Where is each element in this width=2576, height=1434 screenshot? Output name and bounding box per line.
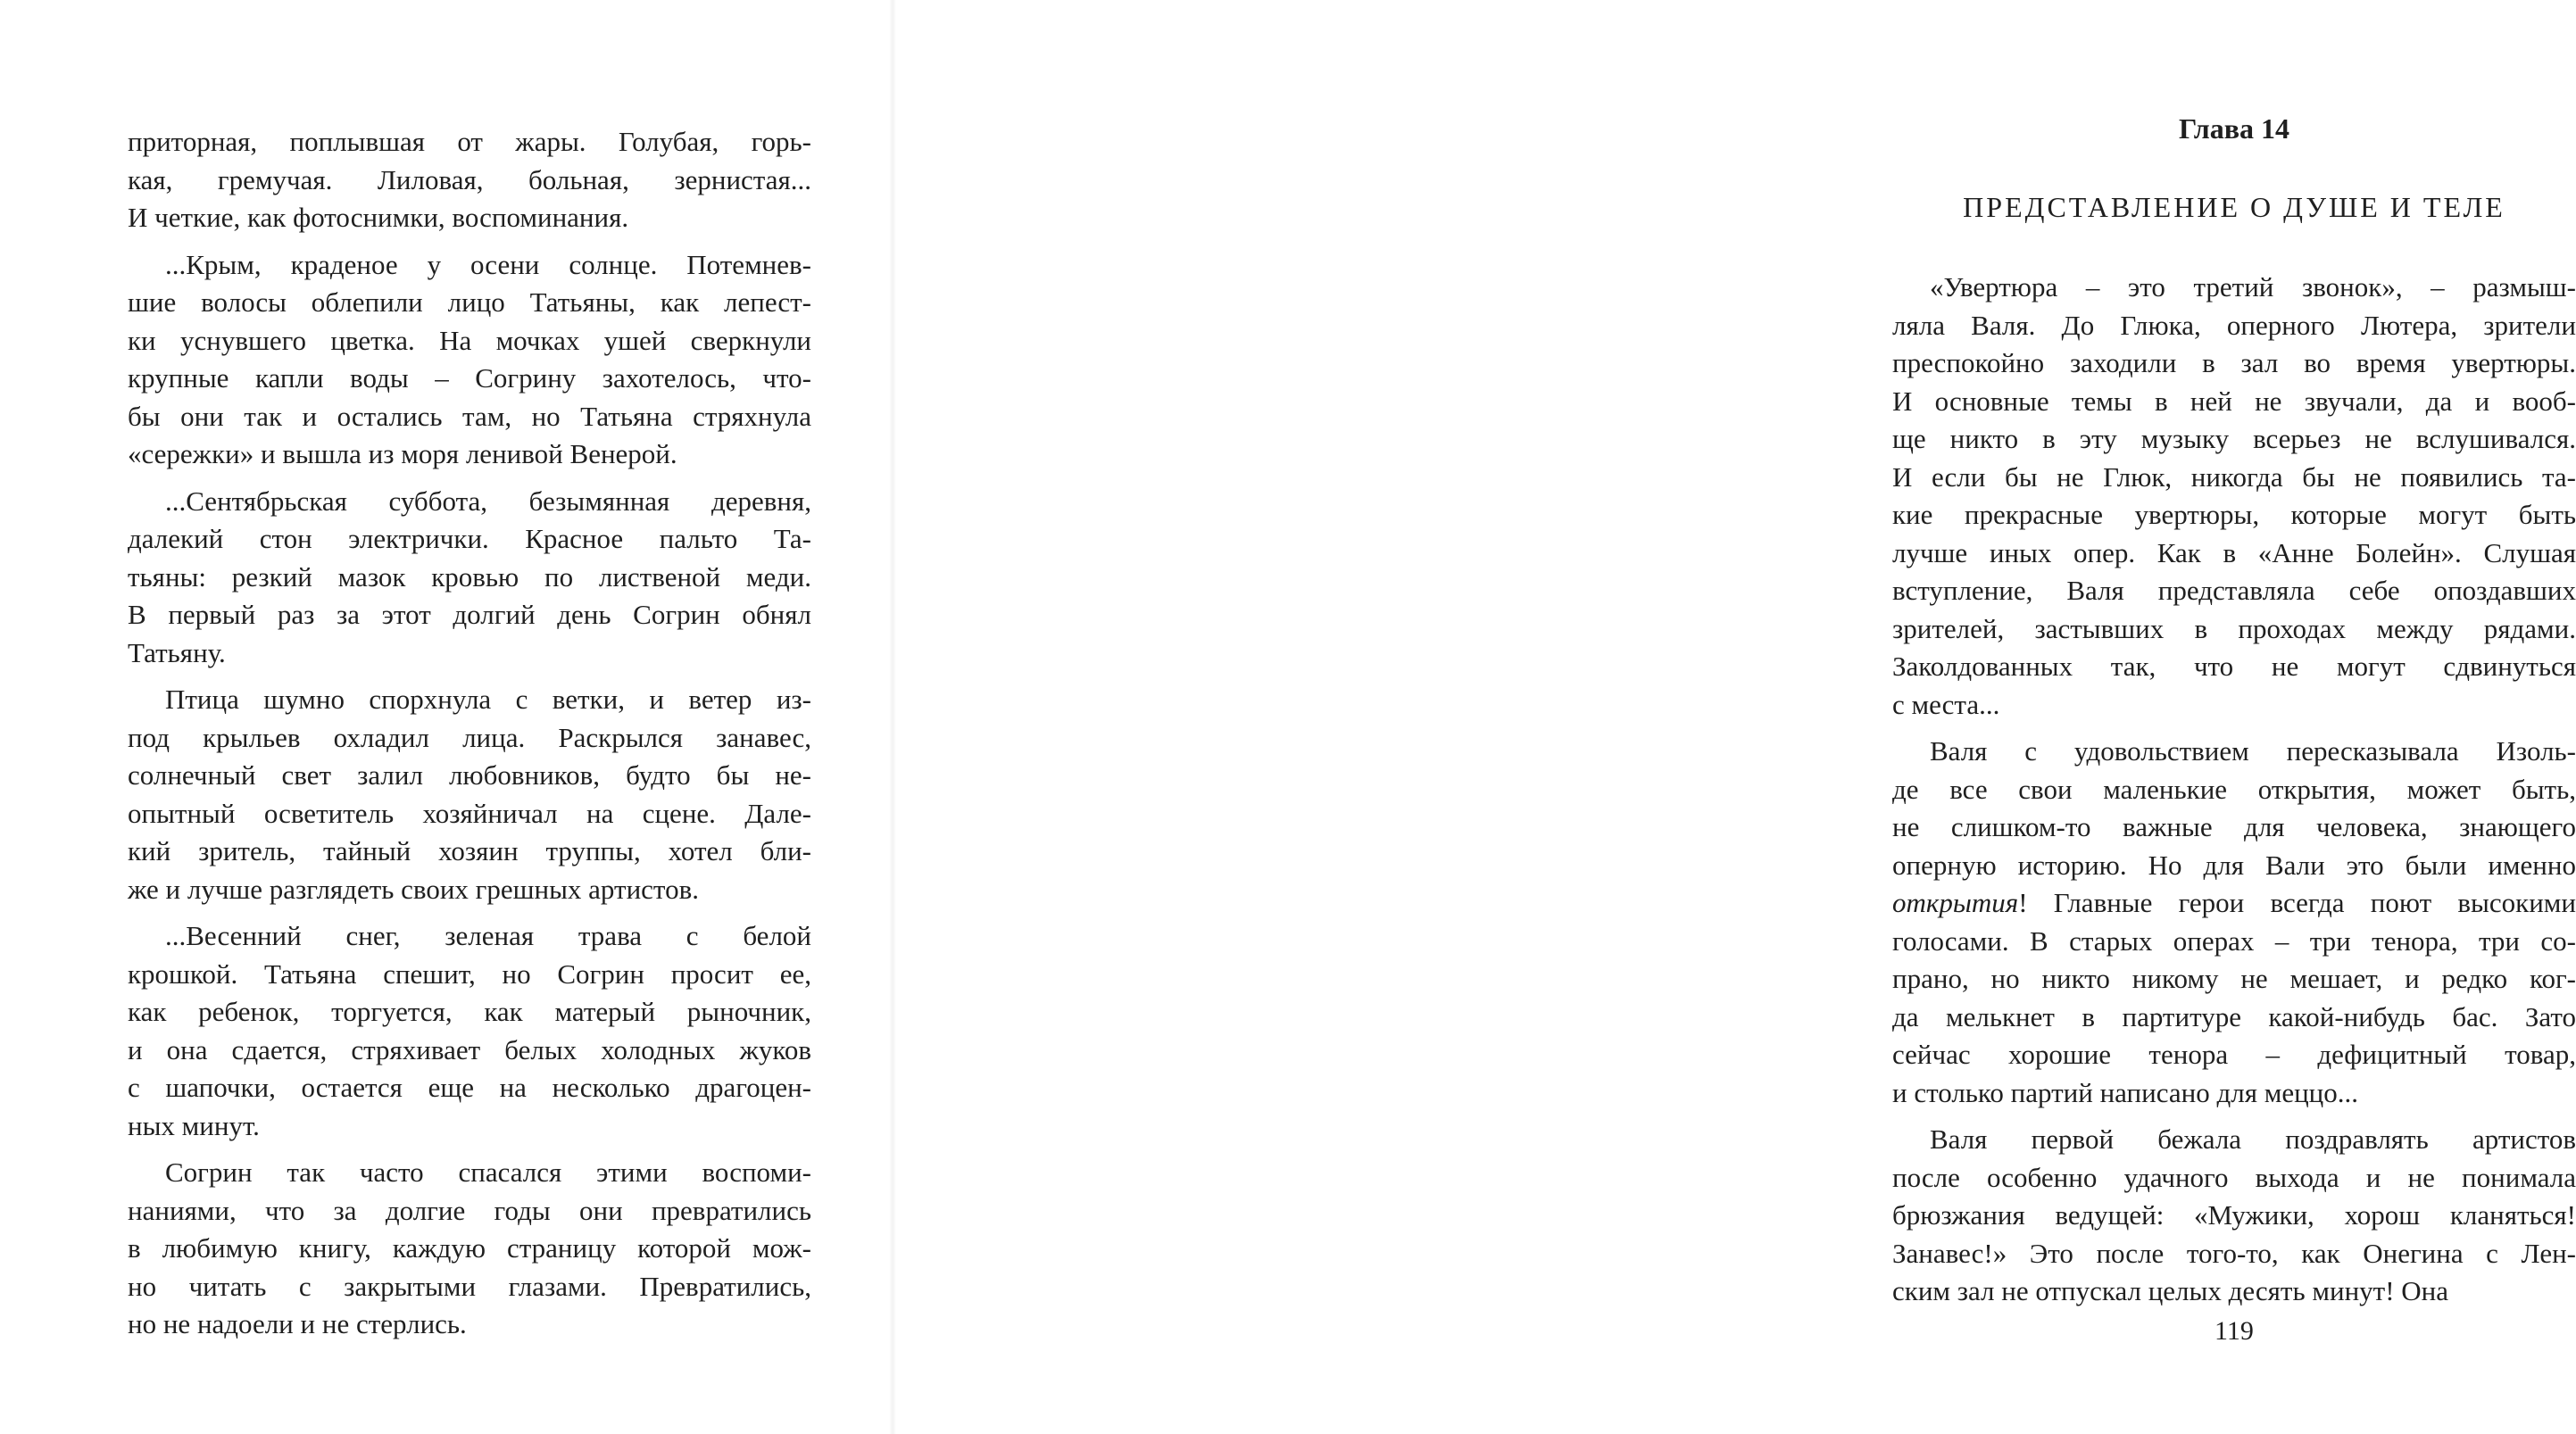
text-line: сейчас хорошие тенора – дефицитный товар, [1892, 1039, 2576, 1070]
text-line: шие волосы облепили лицо Татьяны, как лепест- [128, 286, 811, 318]
paragraph [1892, 269, 2576, 724]
text-line: опытный осветитель хозяйничал на сцене. Дале- [128, 797, 811, 829]
text-line: тьяны: резкий мазок кровью по лиственой меди. [128, 560, 811, 593]
text-line: ки уснувшего цветка. На мочках ушей сверкнули [128, 324, 811, 356]
text-line: «сережки» и вышла из моря ленивой Венерой. [128, 438, 677, 469]
text-line: Татьяну. [128, 636, 226, 668]
text-line: приторная, поплывшая от жары. Голубая, горь- [128, 126, 811, 157]
text-line: солнечный свет залил любовников, будто бы не- [128, 759, 811, 791]
text-line: ...Крым, краденое у осени солнце. Потемнев- [165, 248, 811, 280]
paragraph [128, 483, 811, 673]
text-line: но читать с закрытыми глазами. Превратились, [128, 1270, 811, 1302]
text-line: лучше иных опер. Как в «Анне Болейн». Слушая [1892, 536, 2576, 568]
text-line: бы они так и остались там, но Татьяна стряхнула [128, 400, 811, 432]
paragraph [1892, 733, 2576, 1112]
text-line: «Увертюра – это третий звонок», – размыш- [1930, 271, 2576, 303]
text-line: Валя первой бежала поздравлять артистов [1930, 1123, 2576, 1155]
emphasis: открытия [1892, 887, 2019, 918]
text-line: после особенно удачного выхода и не понимала [1892, 1161, 2576, 1193]
text-line: под крыльев охладил лица. Раскрылся занавес, [128, 721, 811, 753]
paragraph [128, 917, 811, 1145]
text-line: вступление, Валя представляла себе опоздавших [1892, 575, 2576, 606]
text-line: кая, гремучая. Лиловая, больная, зернистая... [128, 163, 811, 195]
text-line: ским зал не отпускал целых десять минут! Она [1892, 1275, 2449, 1306]
text-line: ляла Валя. До Глюка, оперного Лютера, зрители [1892, 309, 2576, 341]
text-line: Заколдованных так, что не могут сдвинуться [1892, 651, 2576, 682]
chapter-number: Глава 14 [2179, 112, 2289, 145]
paragraph [1892, 1121, 2576, 1311]
text-line: наниями, что за долгие годы они превратились [128, 1194, 811, 1226]
text-line: Согрин так часто спасался этими воспоми- [165, 1156, 811, 1188]
text-line: но не надоели и не стерлись. [128, 1308, 467, 1339]
text-line: голосами. В старых операх – три тенора, три со- [1892, 924, 2576, 957]
paragraph [128, 1154, 811, 1344]
text-line: Валя с удовольствием пересказывала Изоль- [1930, 735, 2576, 767]
text-line: открытия! Главные герои всегда поют высокими [1892, 887, 2576, 918]
text-line: и столько партий написано для меццо... [1892, 1076, 2359, 1108]
text-line: оперную историю. Но для Вали это были именно [1892, 849, 2576, 881]
text-line: в любимую книгу, каждую страницу которой мож- [128, 1232, 811, 1264]
left-page-text [128, 123, 811, 1344]
text-line: крупные капли воды – Согрину захотелось, что- [128, 362, 811, 394]
chapter-title: ПРЕДСТАВЛЕНИЕ О ДУШЕ И ТЕЛЕ [1963, 191, 2505, 223]
paragraph [128, 246, 811, 474]
text-line: крошкой. Татьяна спешит, но Согрин просит ее, [128, 957, 811, 990]
right-page-text [1892, 269, 2576, 1311]
paragraph [128, 681, 811, 908]
text-line: ...Весенний снег, зеленая трава с белой [165, 920, 811, 951]
page-number: 119 [2215, 1316, 2254, 1346]
text-line: кий зритель, тайный хозяин труппы, хотел бли- [128, 835, 811, 866]
text-line: же и лучше разглядеть своих грешных артистов. [128, 873, 699, 905]
left-page [0, 0, 893, 1434]
text-line: В первый раз за этот долгий день Согрин обнял [128, 599, 811, 630]
text-line: да мелькнет в партитуре какой-нибудь бас. Зато [1892, 1000, 2576, 1032]
text-line: с места... [1892, 688, 2000, 720]
text-line: де все свои маленькие открытия, может быть, [1892, 773, 2576, 805]
text-line: ...Сентябрьская суббота, безымянная деревня, [165, 485, 811, 517]
text-line: и она сдается, стряхивает белых холодных жуков [128, 1033, 811, 1065]
text-line: Птица шумно спорхнула с ветки, и ветер из- [165, 684, 811, 715]
text-line: преспокойно заходили в зал во время увертюры. [1892, 347, 2576, 378]
text-line: И если бы не Глюк, никогда бы не появились та- [1892, 460, 2576, 493]
text-line: И основные темы в ней не звучали, да и вооб- [1892, 385, 2576, 417]
right-page [893, 0, 2576, 1434]
text-line: Занавес!» Это после того-то, как Онегина с Лен- [1892, 1237, 2576, 1269]
paragraph [128, 123, 811, 237]
text-line: прано, но никто никому не мешает, и редко ког- [1892, 963, 2576, 994]
text-line: кие прекрасные увертюры, которые могут быть [1892, 499, 2576, 530]
text-line: брюзжания ведущей: «Мужики, хорош кланяться! [1892, 1199, 2576, 1231]
text-line: с шапочки, остается еще на несколько драгоцен- [128, 1072, 811, 1103]
text-line: не слишком-то важные для человека, знающего [1892, 811, 2576, 842]
text-line: как ребенок, торгуется, как матерый рыночник, [128, 996, 811, 1027]
text-line: ных минут. [128, 1109, 260, 1141]
text-line: ще никто в эту музыку всерьез не вслушивался. [1892, 423, 2576, 454]
text-line: зрителей, застывших в проходах между рядами. [1892, 612, 2576, 644]
text-line: далекий стон электрички. Красное пальто Та- [128, 523, 811, 554]
text-line: И четкие, как фотоснимки, воспоминания. [128, 202, 629, 233]
